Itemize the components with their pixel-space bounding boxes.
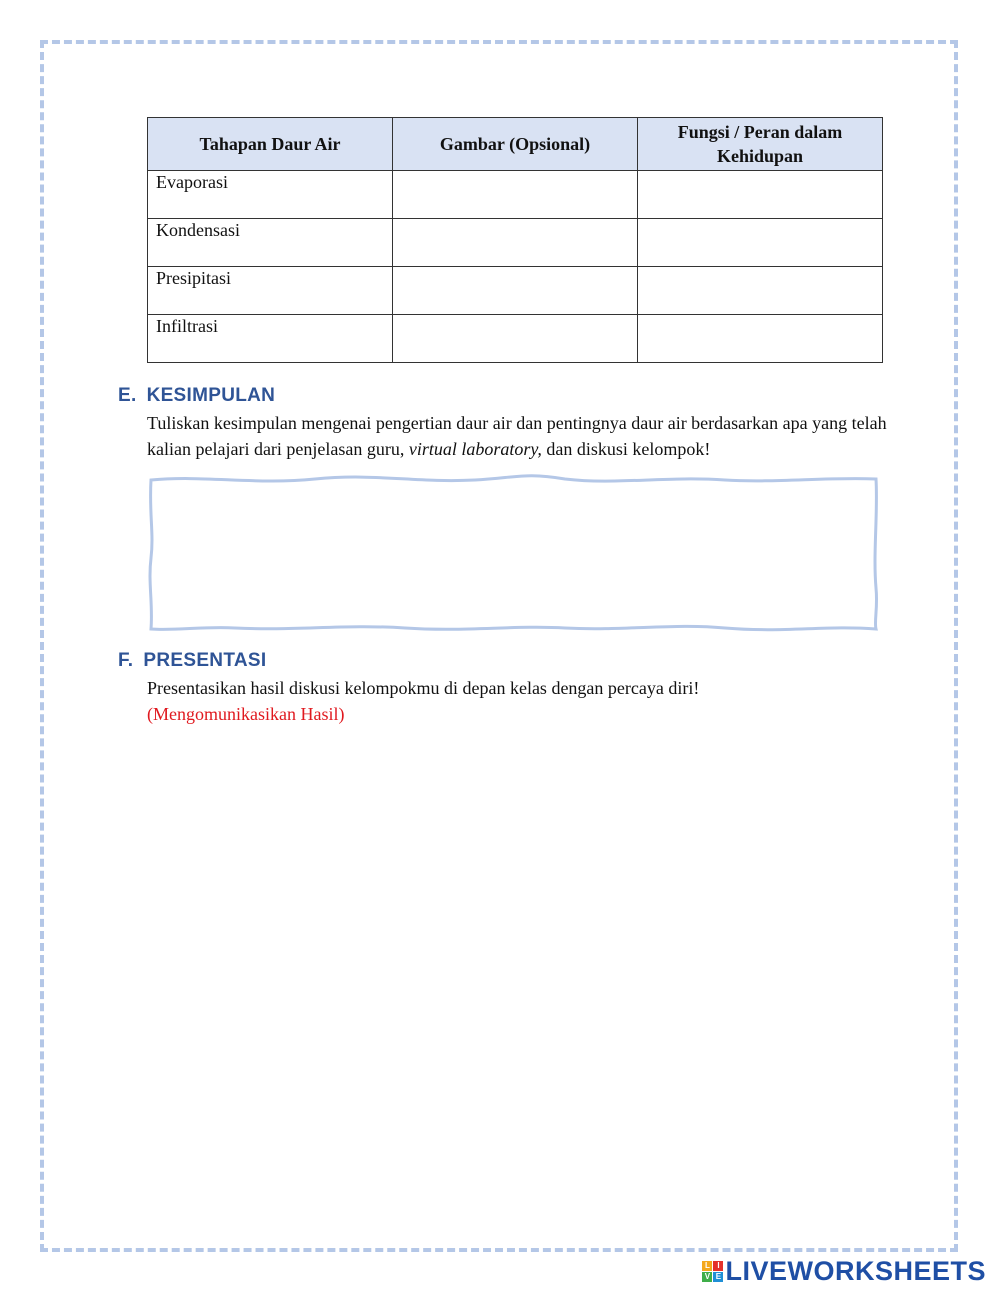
section-letter: F. bbox=[118, 650, 134, 671]
function-cell[interactable] bbox=[638, 171, 883, 219]
table-row bbox=[148, 171, 883, 219]
instruction-italic: virtual laboratory, bbox=[408, 439, 542, 459]
conclusion-answer-box[interactable] bbox=[145, 473, 883, 635]
column-header-image: Gambar (Opsional) bbox=[393, 118, 638, 171]
instruction-text-end: dan diskusi kelompok! bbox=[541, 439, 711, 459]
liveworksheets-brand[interactable] bbox=[702, 1255, 986, 1287]
section-heading-presentasi bbox=[118, 649, 888, 673]
presentasi-text: Presentasikan hasil diskusi kelompokmu di depan kelas dengan percaya diri! bbox=[147, 678, 700, 698]
section-letter: E. bbox=[118, 385, 137, 406]
table-row bbox=[148, 267, 883, 315]
kesimpulan-instructions bbox=[147, 410, 888, 462]
function-cell[interactable] bbox=[638, 219, 883, 267]
wavy-box-outline bbox=[150, 476, 877, 630]
image-cell[interactable] bbox=[393, 171, 638, 219]
image-cell[interactable] bbox=[393, 315, 638, 363]
table-row bbox=[148, 315, 883, 363]
image-cell[interactable] bbox=[393, 219, 638, 267]
image-cell[interactable] bbox=[393, 267, 638, 315]
logo-letter: L bbox=[702, 1261, 712, 1271]
section-heading-kesimpulan bbox=[118, 384, 888, 408]
brand-name: LIVEWORKSHEETS bbox=[725, 1255, 986, 1286]
presentasi-note: (Mengomunikasikan Hasil) bbox=[147, 704, 345, 724]
liveworksheets-logo-icon bbox=[702, 1261, 723, 1282]
logo-letter: V bbox=[702, 1272, 712, 1282]
stage-cell: Infiltrasi bbox=[148, 315, 393, 363]
water-cycle-table bbox=[147, 117, 883, 363]
section-kesimpulan bbox=[118, 384, 888, 462]
section-title: PRESENTASI bbox=[143, 650, 267, 671]
column-header-stage: Tahapan Daur Air bbox=[148, 118, 393, 171]
column-header-function: Fungsi / Peran dalam Kehidupan bbox=[638, 118, 883, 171]
logo-letter: E bbox=[713, 1272, 723, 1282]
stage-cell: Kondensasi bbox=[148, 219, 393, 267]
instruction-text: Tuliskan kesimpulan mengenai pengertian daur air dan pentingnya daur air berdasarkan apa yang telah kalian pelajari dari penjelasan guru, bbox=[147, 413, 887, 459]
section-presentasi bbox=[118, 649, 888, 727]
table-row bbox=[148, 219, 883, 267]
stage-cell: Presipitasi bbox=[148, 267, 393, 315]
presentasi-instructions bbox=[147, 675, 888, 727]
stage-cell: Evaporasi bbox=[148, 171, 393, 219]
logo-letter: I bbox=[713, 1261, 723, 1271]
function-cell[interactable] bbox=[638, 267, 883, 315]
section-title: KESIMPULAN bbox=[146, 385, 276, 406]
function-cell[interactable] bbox=[638, 315, 883, 363]
table-header-row bbox=[148, 118, 883, 171]
